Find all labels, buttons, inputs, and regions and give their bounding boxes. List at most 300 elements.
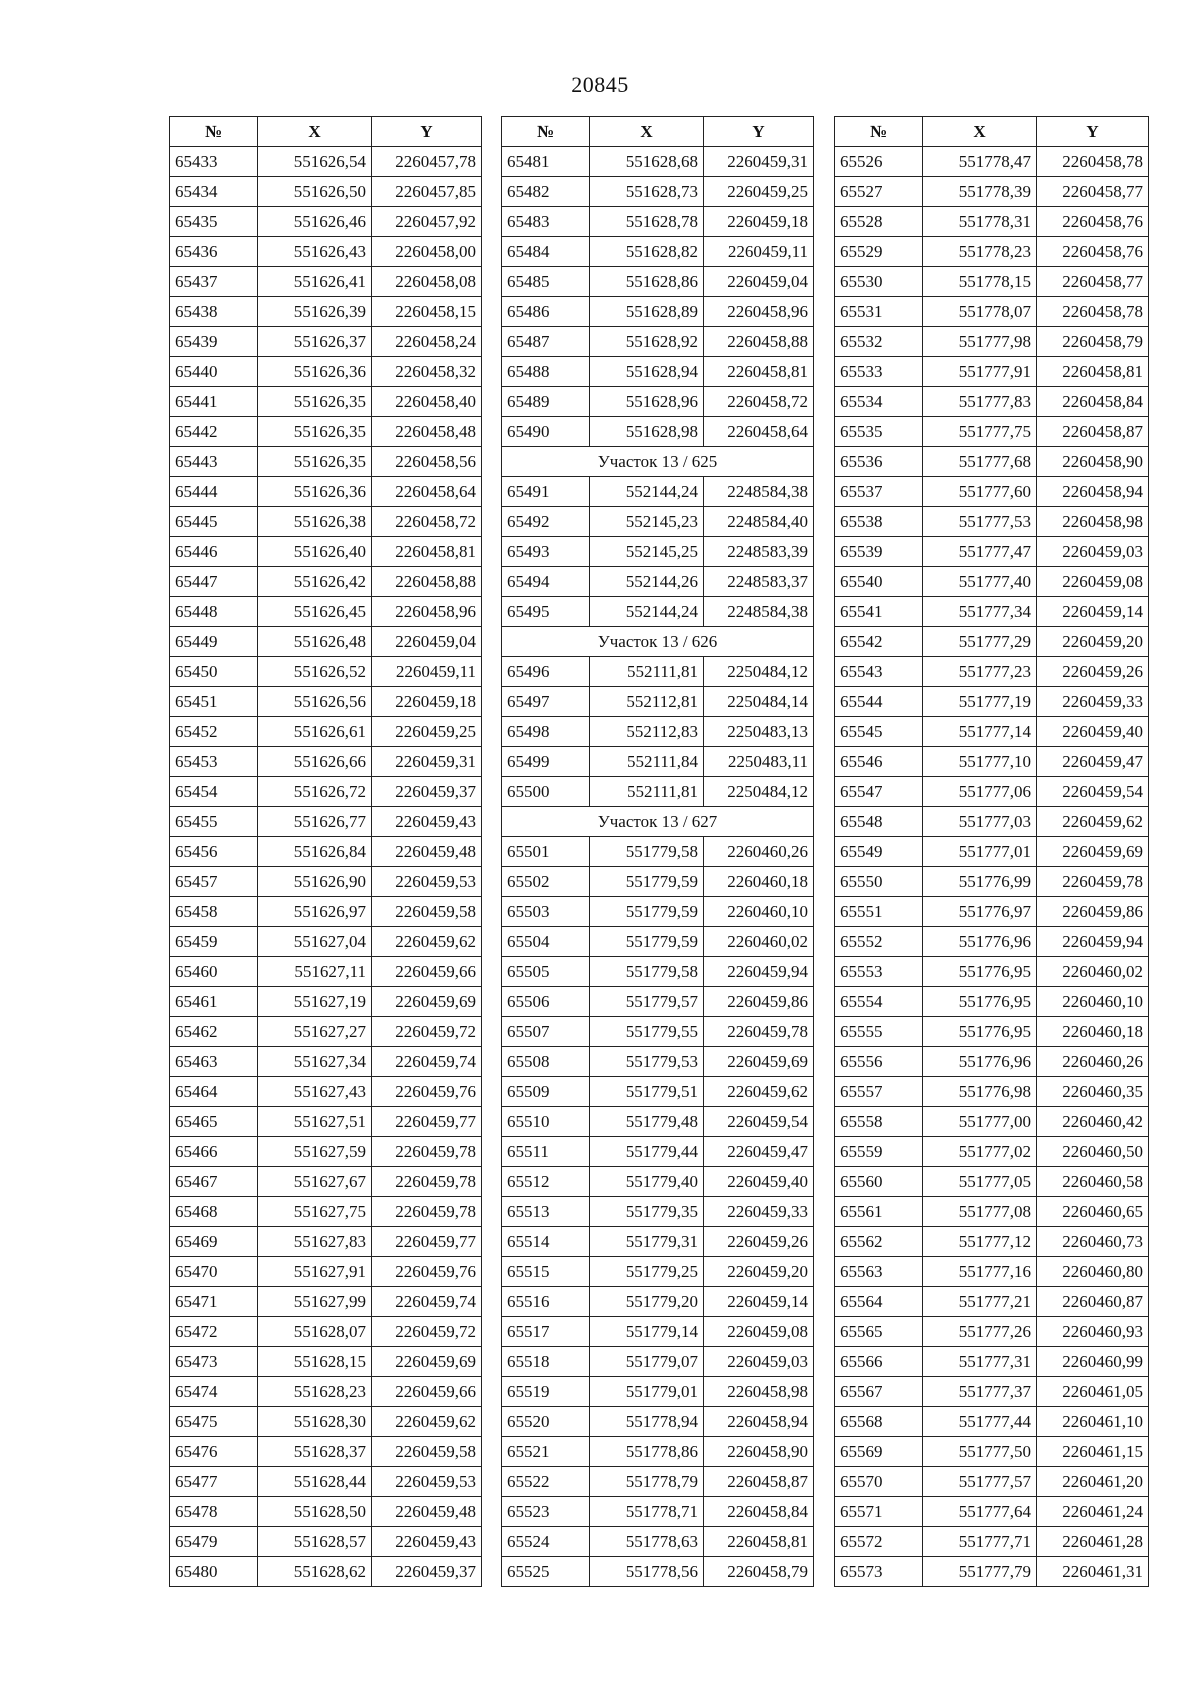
point-number-cell: 65503 <box>502 897 590 927</box>
y-coordinate-cell: 2250483,13 <box>704 717 814 747</box>
table-row <box>170 897 482 927</box>
x-coordinate-cell: 551626,36 <box>258 477 372 507</box>
table-row <box>170 1077 482 1107</box>
y-coordinate-cell: 2260458,88 <box>372 567 482 597</box>
table-row <box>170 1047 482 1077</box>
table-row <box>835 1257 1149 1287</box>
point-number-cell: 65444 <box>170 477 258 507</box>
x-coordinate-cell: 551779,44 <box>590 1137 704 1167</box>
y-coordinate-cell: 2260458,98 <box>704 1377 814 1407</box>
y-coordinate-cell: 2260457,92 <box>372 207 482 237</box>
point-number-cell: 65462 <box>170 1017 258 1047</box>
y-coordinate-cell: 2260458,78 <box>1037 297 1149 327</box>
point-number-cell: 65470 <box>170 1257 258 1287</box>
y-coordinate-cell: 2260460,18 <box>1037 1017 1149 1047</box>
point-number-cell: 65442 <box>170 417 258 447</box>
point-number-cell: 65571 <box>835 1497 923 1527</box>
table-row <box>835 267 1149 297</box>
y-coordinate-cell: 2260460,93 <box>1037 1317 1149 1347</box>
x-coordinate-cell: 551779,14 <box>590 1317 704 1347</box>
y-coordinate-cell: 2260459,26 <box>704 1227 814 1257</box>
point-number-cell: 65438 <box>170 297 258 327</box>
y-coordinate-cell: 2248584,38 <box>704 477 814 507</box>
y-coordinate-cell: 2260459,69 <box>372 1347 482 1377</box>
y-coordinate-cell: 2248583,39 <box>704 537 814 567</box>
x-coordinate-cell: 551628,62 <box>258 1557 372 1587</box>
point-number-cell: 65543 <box>835 657 923 687</box>
x-coordinate-cell: 551628,82 <box>590 237 704 267</box>
y-coordinate-cell: 2260459,48 <box>372 1497 482 1527</box>
table-row <box>835 417 1149 447</box>
y-coordinate-cell: 2260459,53 <box>372 867 482 897</box>
x-coordinate-cell: 551777,01 <box>923 837 1037 867</box>
table-row <box>502 357 814 387</box>
table-row <box>170 717 482 747</box>
y-coordinate-cell: 2260460,35 <box>1037 1077 1149 1107</box>
point-number-cell: 65463 <box>170 1047 258 1077</box>
x-coordinate-cell: 551777,19 <box>923 687 1037 717</box>
table-row <box>502 1017 814 1047</box>
y-coordinate-cell: 2260458,08 <box>372 267 482 297</box>
y-coordinate-cell: 2260458,48 <box>372 417 482 447</box>
table-row <box>502 747 814 777</box>
table-row <box>502 1437 814 1467</box>
y-coordinate-cell: 2248584,38 <box>704 597 814 627</box>
x-coordinate-cell: 552145,25 <box>590 537 704 567</box>
table-row <box>502 657 814 687</box>
y-coordinate-cell: 2260460,10 <box>704 897 814 927</box>
table-row <box>502 537 814 567</box>
column-header-x: X <box>923 117 1037 147</box>
point-number-cell: 65502 <box>502 867 590 897</box>
table-row <box>502 1407 814 1437</box>
y-coordinate-cell: 2260458,24 <box>372 327 482 357</box>
point-number-cell: 65496 <box>502 657 590 687</box>
x-coordinate-cell: 551628,68 <box>590 147 704 177</box>
x-coordinate-cell: 551776,99 <box>923 867 1037 897</box>
x-coordinate-cell: 551627,43 <box>258 1077 372 1107</box>
point-number-cell: 65561 <box>835 1197 923 1227</box>
y-coordinate-cell: 2260459,62 <box>372 927 482 957</box>
table-row <box>502 1317 814 1347</box>
x-coordinate-cell: 551628,96 <box>590 387 704 417</box>
point-number-cell: 65530 <box>835 267 923 297</box>
y-coordinate-cell: 2260459,20 <box>704 1257 814 1287</box>
y-coordinate-cell: 2260458,64 <box>704 417 814 447</box>
x-coordinate-cell: 551626,46 <box>258 207 372 237</box>
y-coordinate-cell: 2260459,47 <box>1037 747 1149 777</box>
x-coordinate-cell: 551777,91 <box>923 357 1037 387</box>
x-coordinate-cell: 551628,37 <box>258 1437 372 1467</box>
point-number-cell: 65460 <box>170 957 258 987</box>
point-number-cell: 65484 <box>502 237 590 267</box>
table-row <box>835 447 1149 477</box>
x-coordinate-cell: 551777,57 <box>923 1467 1037 1497</box>
x-coordinate-cell: 551628,92 <box>590 327 704 357</box>
point-number-cell: 65544 <box>835 687 923 717</box>
point-number-cell: 65506 <box>502 987 590 1017</box>
table-row <box>835 1227 1149 1257</box>
y-coordinate-cell: 2260458,84 <box>704 1497 814 1527</box>
x-coordinate-cell: 551626,41 <box>258 267 372 297</box>
table-row <box>170 387 482 417</box>
y-coordinate-cell: 2260459,37 <box>372 1557 482 1587</box>
table-row <box>170 1017 482 1047</box>
y-coordinate-cell: 2260460,02 <box>704 927 814 957</box>
x-coordinate-cell: 551778,31 <box>923 207 1037 237</box>
column-header-y: Y <box>372 117 482 147</box>
point-number-cell: 65468 <box>170 1197 258 1227</box>
column-header-number: № <box>835 117 923 147</box>
point-number-cell: 65500 <box>502 777 590 807</box>
point-number-cell: 65498 <box>502 717 590 747</box>
x-coordinate-cell: 551779,01 <box>590 1377 704 1407</box>
y-coordinate-cell: 2260460,87 <box>1037 1287 1149 1317</box>
table-row <box>502 1137 814 1167</box>
point-number-cell: 65555 <box>835 1017 923 1047</box>
x-coordinate-cell: 551779,59 <box>590 897 704 927</box>
x-coordinate-cell: 551628,73 <box>590 177 704 207</box>
y-coordinate-cell: 2260459,48 <box>372 837 482 867</box>
point-number-cell: 65435 <box>170 207 258 237</box>
point-number-cell: 65545 <box>835 717 923 747</box>
table-row <box>502 687 814 717</box>
x-coordinate-cell: 552111,84 <box>590 747 704 777</box>
x-coordinate-cell: 551628,07 <box>258 1317 372 1347</box>
point-number-cell: 65548 <box>835 807 923 837</box>
page-number: 20845 <box>571 72 629 97</box>
table-row <box>170 1137 482 1167</box>
coordinates-table-3 <box>834 116 1149 1587</box>
x-coordinate-cell: 551628,94 <box>590 357 704 387</box>
y-coordinate-cell: 2260458,72 <box>704 387 814 417</box>
y-coordinate-cell: 2260459,25 <box>372 717 482 747</box>
y-coordinate-cell: 2260459,76 <box>372 1257 482 1287</box>
x-coordinate-cell: 551628,15 <box>258 1347 372 1377</box>
table-row <box>502 1077 814 1107</box>
table-row <box>835 747 1149 777</box>
y-coordinate-cell: 2260459,62 <box>704 1077 814 1107</box>
y-coordinate-cell: 2260458,77 <box>1037 267 1149 297</box>
x-coordinate-cell: 551779,48 <box>590 1107 704 1137</box>
table-row <box>170 1287 482 1317</box>
y-coordinate-cell: 2260459,04 <box>704 267 814 297</box>
x-coordinate-cell: 551779,51 <box>590 1077 704 1107</box>
table-row <box>502 237 814 267</box>
table-row <box>170 1557 482 1587</box>
y-coordinate-cell: 2260458,81 <box>704 357 814 387</box>
point-number-cell: 65566 <box>835 1347 923 1377</box>
y-coordinate-cell: 2260458,87 <box>704 1467 814 1497</box>
table-header-row <box>502 117 814 147</box>
table-row <box>170 147 482 177</box>
x-coordinate-cell: 551778,94 <box>590 1407 704 1437</box>
y-coordinate-cell: 2260459,76 <box>372 1077 482 1107</box>
table-row <box>502 1287 814 1317</box>
point-number-cell: 65497 <box>502 687 590 717</box>
table-row <box>835 1167 1149 1197</box>
point-number-cell: 65546 <box>835 747 923 777</box>
y-coordinate-cell: 2260460,65 <box>1037 1197 1149 1227</box>
table-row <box>170 1257 482 1287</box>
y-coordinate-cell: 2260459,31 <box>372 747 482 777</box>
x-coordinate-cell: 551777,14 <box>923 717 1037 747</box>
table-row <box>835 1407 1149 1437</box>
y-coordinate-cell: 2260458,90 <box>704 1437 814 1467</box>
table-row <box>835 1527 1149 1557</box>
x-coordinate-cell: 551777,44 <box>923 1407 1037 1437</box>
y-coordinate-cell: 2260458,81 <box>372 537 482 567</box>
x-coordinate-cell: 551627,27 <box>258 1017 372 1047</box>
table-row <box>170 1527 482 1557</box>
table-row <box>502 147 814 177</box>
table-row <box>502 1107 814 1137</box>
x-coordinate-cell: 551779,35 <box>590 1197 704 1227</box>
table-row <box>170 657 482 687</box>
x-coordinate-cell: 551779,25 <box>590 1257 704 1287</box>
point-number-cell: 65513 <box>502 1197 590 1227</box>
y-coordinate-cell: 2260460,80 <box>1037 1257 1149 1287</box>
point-number-cell: 65461 <box>170 987 258 1017</box>
table-row <box>170 1167 482 1197</box>
x-coordinate-cell: 551628,57 <box>258 1527 372 1557</box>
y-coordinate-cell: 2260459,86 <box>1037 897 1149 927</box>
x-coordinate-cell: 551628,30 <box>258 1407 372 1437</box>
table-row <box>835 867 1149 897</box>
y-coordinate-cell: 2260459,66 <box>372 1377 482 1407</box>
point-number-cell: 65572 <box>835 1527 923 1557</box>
y-coordinate-cell: 2260459,94 <box>704 957 814 987</box>
x-coordinate-cell: 551626,52 <box>258 657 372 687</box>
y-coordinate-cell: 2260459,54 <box>704 1107 814 1137</box>
table-row <box>835 177 1149 207</box>
point-number-cell: 65541 <box>835 597 923 627</box>
x-coordinate-cell: 552111,81 <box>590 777 704 807</box>
x-coordinate-cell: 551778,71 <box>590 1497 704 1527</box>
point-number-cell: 65493 <box>502 537 590 567</box>
point-number-cell: 65535 <box>835 417 923 447</box>
point-number-cell: 65511 <box>502 1137 590 1167</box>
x-coordinate-cell: 551777,75 <box>923 417 1037 447</box>
y-coordinate-cell: 2250484,14 <box>704 687 814 717</box>
y-coordinate-cell: 2260458,79 <box>1037 327 1149 357</box>
y-coordinate-cell: 2260459,58 <box>372 897 482 927</box>
table-row <box>170 237 482 267</box>
x-coordinate-cell: 551626,36 <box>258 357 372 387</box>
point-number-cell: 65547 <box>835 777 923 807</box>
table-row <box>835 357 1149 387</box>
table-row <box>502 1047 814 1077</box>
point-number-cell: 65433 <box>170 147 258 177</box>
point-number-cell: 65450 <box>170 657 258 687</box>
column-header-number: № <box>502 117 590 147</box>
y-coordinate-cell: 2260458,77 <box>1037 177 1149 207</box>
table-row <box>835 1557 1149 1587</box>
x-coordinate-cell: 551779,40 <box>590 1167 704 1197</box>
point-number-cell: 65559 <box>835 1137 923 1167</box>
x-coordinate-cell: 551779,58 <box>590 837 704 867</box>
point-number-cell: 65464 <box>170 1077 258 1107</box>
y-coordinate-cell: 2260459,74 <box>372 1287 482 1317</box>
point-number-cell: 65509 <box>502 1077 590 1107</box>
table-row <box>502 1497 814 1527</box>
point-number-cell: 65529 <box>835 237 923 267</box>
x-coordinate-cell: 551627,75 <box>258 1197 372 1227</box>
point-number-cell: 65518 <box>502 1347 590 1377</box>
y-coordinate-cell: 2260459,58 <box>372 1437 482 1467</box>
y-coordinate-cell: 2260460,26 <box>704 837 814 867</box>
table-row <box>835 1497 1149 1527</box>
x-coordinate-cell: 551626,45 <box>258 597 372 627</box>
x-coordinate-cell: 551626,48 <box>258 627 372 657</box>
table-row <box>835 987 1149 1017</box>
table-row <box>835 897 1149 927</box>
table-row <box>502 1227 814 1257</box>
y-coordinate-cell: 2260460,73 <box>1037 1227 1149 1257</box>
table-row <box>502 207 814 237</box>
point-number-cell: 65553 <box>835 957 923 987</box>
column-header-x: X <box>258 117 372 147</box>
table-row <box>502 837 814 867</box>
column-header-x: X <box>590 117 704 147</box>
x-coordinate-cell: 551777,60 <box>923 477 1037 507</box>
point-number-cell: 65490 <box>502 417 590 447</box>
table-row <box>835 1317 1149 1347</box>
table-row <box>502 927 814 957</box>
x-coordinate-cell: 551626,50 <box>258 177 372 207</box>
point-number-cell: 65533 <box>835 357 923 387</box>
point-number-cell: 65457 <box>170 867 258 897</box>
y-coordinate-cell: 2260459,78 <box>372 1137 482 1167</box>
point-number-cell: 65453 <box>170 747 258 777</box>
x-coordinate-cell: 551778,23 <box>923 237 1037 267</box>
point-number-cell: 65514 <box>502 1227 590 1257</box>
y-coordinate-cell: 2260458,76 <box>1037 237 1149 267</box>
table-row <box>835 1377 1149 1407</box>
point-number-cell: 65445 <box>170 507 258 537</box>
y-coordinate-cell: 2260459,43 <box>372 1527 482 1557</box>
point-number-cell: 65447 <box>170 567 258 597</box>
y-coordinate-cell: 2260458,96 <box>704 297 814 327</box>
y-coordinate-cell: 2260459,03 <box>1037 537 1149 567</box>
x-coordinate-cell: 551626,40 <box>258 537 372 567</box>
point-number-cell: 65524 <box>502 1527 590 1557</box>
y-coordinate-cell: 2260460,42 <box>1037 1107 1149 1137</box>
table-row <box>170 327 482 357</box>
y-coordinate-cell: 2260458,15 <box>372 297 482 327</box>
x-coordinate-cell: 552112,83 <box>590 717 704 747</box>
table-row <box>835 1017 1149 1047</box>
y-coordinate-cell: 2260461,31 <box>1037 1557 1149 1587</box>
x-coordinate-cell: 551779,59 <box>590 867 704 897</box>
x-coordinate-cell: 551776,95 <box>923 987 1037 1017</box>
section-heading-row <box>502 447 814 477</box>
y-coordinate-cell: 2260459,18 <box>704 207 814 237</box>
x-coordinate-cell: 551627,59 <box>258 1137 372 1167</box>
y-coordinate-cell: 2260459,69 <box>1037 837 1149 867</box>
x-coordinate-cell: 551777,06 <box>923 777 1037 807</box>
y-coordinate-cell: 2260458,90 <box>1037 447 1149 477</box>
x-coordinate-cell: 551627,34 <box>258 1047 372 1077</box>
point-number-cell: 65494 <box>502 567 590 597</box>
x-coordinate-cell: 551627,11 <box>258 957 372 987</box>
x-coordinate-cell: 551777,29 <box>923 627 1037 657</box>
y-coordinate-cell: 2260459,40 <box>704 1167 814 1197</box>
point-number-cell: 65454 <box>170 777 258 807</box>
point-number-cell: 65488 <box>502 357 590 387</box>
y-coordinate-cell: 2260459,94 <box>1037 927 1149 957</box>
x-coordinate-cell: 551779,07 <box>590 1347 704 1377</box>
point-number-cell: 65537 <box>835 477 923 507</box>
y-coordinate-cell: 2260459,78 <box>704 1017 814 1047</box>
x-coordinate-cell: 551628,89 <box>590 297 704 327</box>
table-row <box>170 177 482 207</box>
section-heading: Участок 13 / 627 <box>502 807 814 837</box>
table-row <box>835 147 1149 177</box>
table-row <box>170 1377 482 1407</box>
table-row <box>502 1467 814 1497</box>
table-row <box>170 1347 482 1377</box>
x-coordinate-cell: 551777,64 <box>923 1497 1037 1527</box>
point-number-cell: 65466 <box>170 1137 258 1167</box>
table-row <box>835 957 1149 987</box>
x-coordinate-cell: 551626,39 <box>258 297 372 327</box>
point-number-cell: 65499 <box>502 747 590 777</box>
table-row <box>835 837 1149 867</box>
x-coordinate-cell: 551777,00 <box>923 1107 1037 1137</box>
column-header-y: Y <box>704 117 814 147</box>
x-coordinate-cell: 551779,58 <box>590 957 704 987</box>
x-coordinate-cell: 551777,16 <box>923 1257 1037 1287</box>
y-coordinate-cell: 2260459,72 <box>372 1017 482 1047</box>
table-row <box>502 1527 814 1557</box>
column-header-y: Y <box>1037 117 1149 147</box>
x-coordinate-cell: 551626,56 <box>258 687 372 717</box>
x-coordinate-cell: 551777,08 <box>923 1197 1037 1227</box>
point-number-cell: 65478 <box>170 1497 258 1527</box>
point-number-cell: 65436 <box>170 237 258 267</box>
x-coordinate-cell: 551777,26 <box>923 1317 1037 1347</box>
x-coordinate-cell: 551627,19 <box>258 987 372 1017</box>
table-row <box>170 927 482 957</box>
x-coordinate-cell: 551777,12 <box>923 1227 1037 1257</box>
table-row <box>170 747 482 777</box>
point-number-cell: 65515 <box>502 1257 590 1287</box>
table-row <box>170 357 482 387</box>
table-row <box>502 987 814 1017</box>
table-row <box>835 1347 1149 1377</box>
table-row <box>835 477 1149 507</box>
table-row <box>835 777 1149 807</box>
x-coordinate-cell: 551777,71 <box>923 1527 1037 1557</box>
y-coordinate-cell: 2260459,33 <box>704 1197 814 1227</box>
x-coordinate-cell: 552144,26 <box>590 567 704 597</box>
point-number-cell: 65479 <box>170 1527 258 1557</box>
y-coordinate-cell: 2260458,94 <box>1037 477 1149 507</box>
section-heading: Участок 13 / 626 <box>502 627 814 657</box>
point-number-cell: 65554 <box>835 987 923 1017</box>
table-row <box>835 207 1149 237</box>
table-row <box>835 1047 1149 1077</box>
y-coordinate-cell: 2260458,87 <box>1037 417 1149 447</box>
point-number-cell: 65519 <box>502 1377 590 1407</box>
y-coordinate-cell: 2248584,40 <box>704 507 814 537</box>
table-row <box>170 1467 482 1497</box>
point-number-cell: 65437 <box>170 267 258 297</box>
point-number-cell: 65482 <box>502 177 590 207</box>
point-number-cell: 65570 <box>835 1467 923 1497</box>
x-coordinate-cell: 551626,90 <box>258 867 372 897</box>
